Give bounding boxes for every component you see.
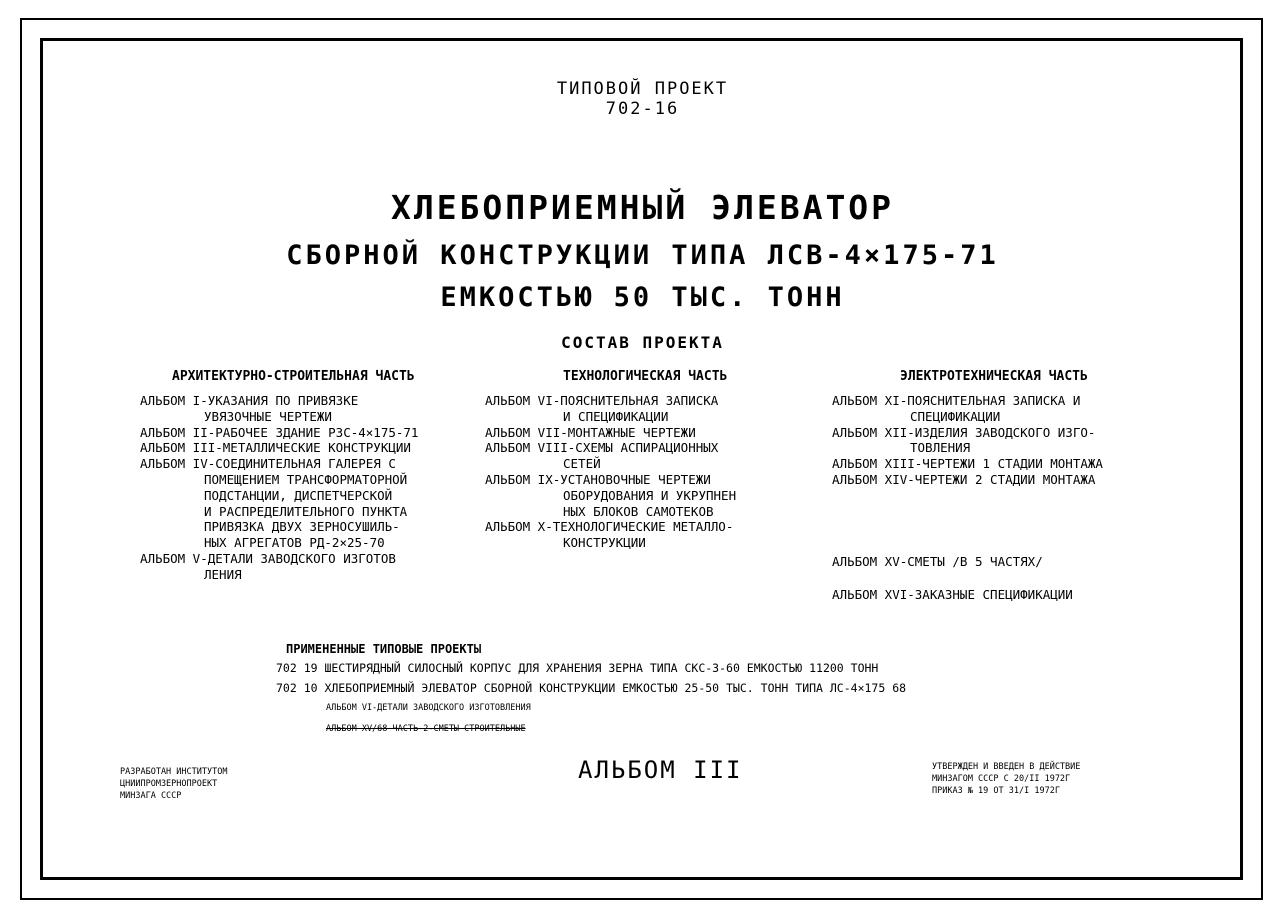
list-item: СЕТЕЙ (563, 456, 601, 472)
arch-heading: АРХИТЕКТУРНО-СТРОИТЕЛЬНАЯ ЧАСТЬ (172, 369, 415, 384)
applied-line: 702 10 ХЛЕБОПРИЕМНЫЙ ЭЛЕВАТОР СБОРНОЙ КОНСТРУКЦИИ ЕМКОСТЬЮ 25-50 ТЫС. ТОНН ТИПА ЛС-4×175 68 (276, 681, 907, 695)
tech-list (485, 393, 736, 551)
list-item: И СПЕЦИФИКАЦИИ (563, 408, 669, 424)
approval-line: ПРИКАЗ № 19 ОТ 31/I 1972Г (932, 786, 1060, 796)
list-item: АЛЬБОМ V-ДЕТАЛИ ЗАВОДСКОГО ИЗГОТОВ (140, 550, 396, 566)
main-title: ХЛЕБОПРИЕМНЫЙ ЭЛЕВАТОР (390, 188, 895, 227)
developer-line: МИНЗАГА СССР (120, 791, 182, 801)
project-number: 702-16 (605, 99, 680, 119)
list-item: АЛЬБОМ IX-УСТАНОВОЧНЫЕ ЧЕРТЕЖИ (485, 471, 711, 487)
list-item: ОБОРУДОВАНИЯ И УКРУПНЕН (563, 487, 737, 503)
album-number: АЛЬБОМ III (578, 756, 743, 784)
list-item: АЛЬБОМ IV-СОЕДИНИТЕЛЬНАЯ ГАЛЕРЕЯ С (140, 456, 396, 472)
approval-line: МИНЗАГОМ СССР С 20/II 1972Г (932, 774, 1071, 784)
applied-heading: ПРИМЕНЕННЫЕ ТИПОВЫЕ ПРОЕКТЫ (286, 642, 482, 656)
elec-list (832, 393, 1103, 488)
list-item: АЛЬБОМ II-РАБОЧЕЕ ЗДАНИЕ РЗС-4×175-71 (140, 424, 419, 440)
list-item: СПЕЦИФИКАЦИИ (910, 408, 1001, 424)
list-item: АЛЬБОМ X-ТЕХНОЛОГИЧЕСКИЕ МЕТАЛЛО- (485, 519, 734, 535)
tech-heading: ТЕХНОЛОГИЧЕСКАЯ ЧАСТЬ (563, 369, 728, 384)
list-item: АЛЬБОМ XI-ПОЯСНИТЕЛЬНАЯ ЗАПИСКА И (832, 393, 1081, 408)
list-item: АЛЬБОМ XII-ИЗДЕЛИЯ ЗАВОДСКОГО ИЗГО- (832, 424, 1096, 440)
list-item: ПОДСТАНЦИИ, ДИСПЕТЧЕРСКОЙ (204, 487, 393, 503)
applied-line: 702 19 ШЕСТИРЯДНЫЙ СИЛОСНЫЙ КОРПУС ДЛЯ ХРАНЕНИЯ ЗЕРНА ТИПА СКС-3-60 ЕМКОСТЬЮ 11200 ТОНН (276, 661, 879, 675)
subtitle-capacity: ЕМКОСТЬЮ 50 ТЫС. ТОНН (440, 282, 845, 313)
list-item: ПРИВЯЗКА ДВУХ ЗЕРНОСУШИЛЬ- (204, 519, 400, 535)
list-item: АЛЬБОМ VII-МОНТАЖНЫЕ ЧЕРТЕЖИ (485, 424, 696, 440)
list-item: УВЯЗОЧНЫЕ ЧЕРТЕЖИ (204, 408, 332, 424)
list-item: АЛЬБОМ III-МЕТАЛЛИЧЕСКИЕ КОНСТРУКЦИИ (140, 440, 411, 456)
developer-line: ЦНИИПРОМЗЕРНОПРОЕКТ (120, 779, 218, 789)
list-item: И РАСПРЕДЕЛИТЕЛЬНОГО ПУНКТА (204, 503, 408, 519)
list-item: КОНСТРУКЦИИ (563, 535, 646, 551)
approval-line: УТВЕРЖДЕН И ВВЕДЕН В ДЕЙСТВИЕ (932, 762, 1081, 772)
list-item: ЛЕНИЯ (204, 566, 242, 582)
list-item: АЛЬБОМ XIV-ЧЕРТЕЖИ 2 СТАДИИ МОНТАЖА (832, 471, 1096, 487)
arch-list (140, 393, 418, 583)
list-item: НЫХ БЛОКОВ САМОТЕКОВ (563, 503, 714, 519)
list-item: АЛЬБОМ VIII-СХЕМЫ АСПИРАЦИОННЫХ (485, 440, 719, 456)
list-item: ПОМЕЩЕНИЕМ ТРАНСФОРМАТОРНОЙ (204, 471, 408, 487)
applied-line: АЛЬБОМ VI-ДЕТАЛИ ЗАВОДСКОГО ИЗГОТОВЛЕНИЯ (326, 703, 531, 713)
elec-heading: ЭЛЕКТРОТЕХНИЧЕСКАЯ ЧАСТЬ (900, 369, 1088, 384)
project-type-label: ТИПОВОЙ ПРОЕКТ (556, 79, 729, 99)
list-item: АЛЬБОМ XVI-ЗАКАЗНЫЕ СПЕЦИФИКАЦИИ (832, 587, 1073, 602)
list-item: АЛЬБОМ XIII-ЧЕРТЕЖИ 1 СТАДИИ МОНТАЖА (832, 456, 1103, 472)
list-item: ТОВЛЕНИЯ (910, 440, 971, 456)
composition-heading: СОСТАВ ПРОЕКТА (561, 333, 724, 352)
list-item: АЛЬБОМ VI-ПОЯСНИТЕЛЬНАЯ ЗАПИСКА (485, 393, 719, 408)
list-item: АЛЬБОМ XV-СМЕТЫ /В 5 ЧАСТЯХ/ (832, 554, 1043, 569)
list-item: НЫХ АГРЕГАТОВ РД-2×25-70 (204, 535, 385, 551)
applied-line: АЛЬБОМ XV/68 ЧАСТЬ 2-СМЕТЫ СТРОИТЕЛЬНЫЕ (326, 724, 526, 734)
developer-line: РАЗРАБОТАН ИНСТИТУТОМ (120, 767, 228, 777)
subtitle-construction: СБОРНОЙ КОНСТРУКЦИИ ТИПА ЛСВ-4×175-71 (286, 240, 999, 271)
list-item: АЛЬБОМ I-УКАЗАНИЯ ПО ПРИВЯЗКЕ (140, 393, 359, 408)
